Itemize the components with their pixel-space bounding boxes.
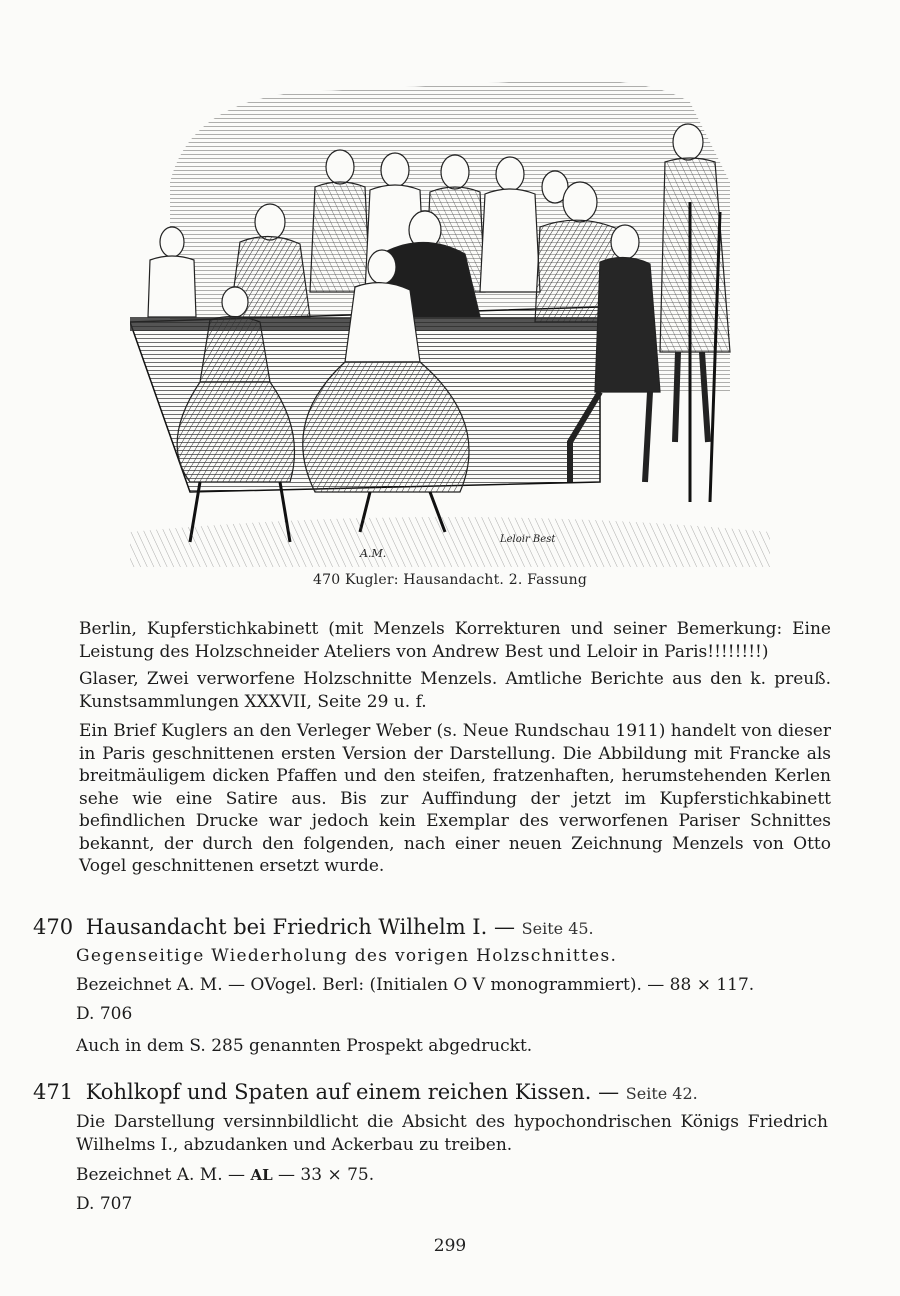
entry-page-ref: Seite 42. — [625, 1084, 698, 1103]
entry-471-line: D. 707 — [76, 1194, 133, 1214]
entry-number: 470 — [33, 915, 74, 939]
entry-471-line: Die Darstellung versinnbildlicht die Absicht des hypochondrischen Königs Friedrich Wilhelms I., abzudanken und Ackerbau zu treiben. — [76, 1112, 828, 1155]
entry-471-signature-text: Bezeichnet A. M. — — [76, 1165, 246, 1185]
signature-am: A.M. — [360, 547, 387, 560]
entry-471-dimensions: — 33 × 75. — [278, 1165, 375, 1185]
entry-471-heading — [33, 1079, 853, 1107]
entry-title: Kohlkopf und Spaten auf einem reichen Kissen. — — [85, 1080, 620, 1104]
monogram-mark: AL — [250, 1166, 273, 1184]
entry-470-line: Bezeichnet A. M. — OVogel. Berl: (Initialen O V monogrammiert). — 88 × 117. — [76, 975, 755, 995]
paragraph-commentary: Ein Brief Kuglers an den Verleger Weber (s. Neue Rundschau 1911) handelt von dieser in Paris geschnittenen ersten Version der Darstellung. Die Abbildung mit Francke als breitmäuligem dicken Pfaffen und den steifen, fratzenhaften, herumstehenden Kerlen sehe wie eine Satire aus. Bis zur Auffindung der jetzt im Kupferstichkabinett befindlichen Drucke war jedoch kein Exemplar des verworfenen Pariser Schnittes bekannt, der durch den folgenden, nach einer neuen Zeichnung Menzels von Otto Vogel geschnittenen ersetzt wurde. — [79, 721, 831, 876]
paragraph-literature: Glaser, Zwei verworfene Holzschnitte Menzels. Amtliche Berichte aus den k. preuß. Kunstsammlungen XXXVII, Seite 29 u. f. — [79, 669, 831, 712]
entry-471-signature-line — [76, 1164, 836, 1187]
entry-title: Hausandacht bei Friedrich Wilhelm I. — — [85, 915, 515, 939]
entry-page-ref: Seite 45. — [521, 919, 594, 938]
entry-number: 471 — [33, 1080, 74, 1104]
paragraph-provenance: Berlin, Kupferstichkabinett (mit Menzels Korrekturen und seiner Bemerkung: Eine Leistung des Holzschneider Ateliers von Andrew Best und Leloir in Paris!!!!!!!!) — [79, 619, 831, 662]
entry-470-heading — [33, 914, 853, 942]
entry-470-line: Gegenseitige Wiederholung des vorigen Holzschnittes. — [76, 946, 618, 966]
hausandacht-engraving — [130, 62, 770, 567]
signature-leloir-best: Leloir Best — [500, 534, 556, 545]
entry-470-line: Auch in dem S. 285 genannten Prospekt abgedruckt. — [76, 1036, 533, 1056]
figure-caption: 470 Kugler: Hausandacht. 2. Fassung — [312, 572, 588, 588]
page-number: 299 — [433, 1236, 467, 1256]
engraving-illustration — [130, 62, 770, 567]
entry-470-line: D. 706 — [76, 1004, 133, 1024]
